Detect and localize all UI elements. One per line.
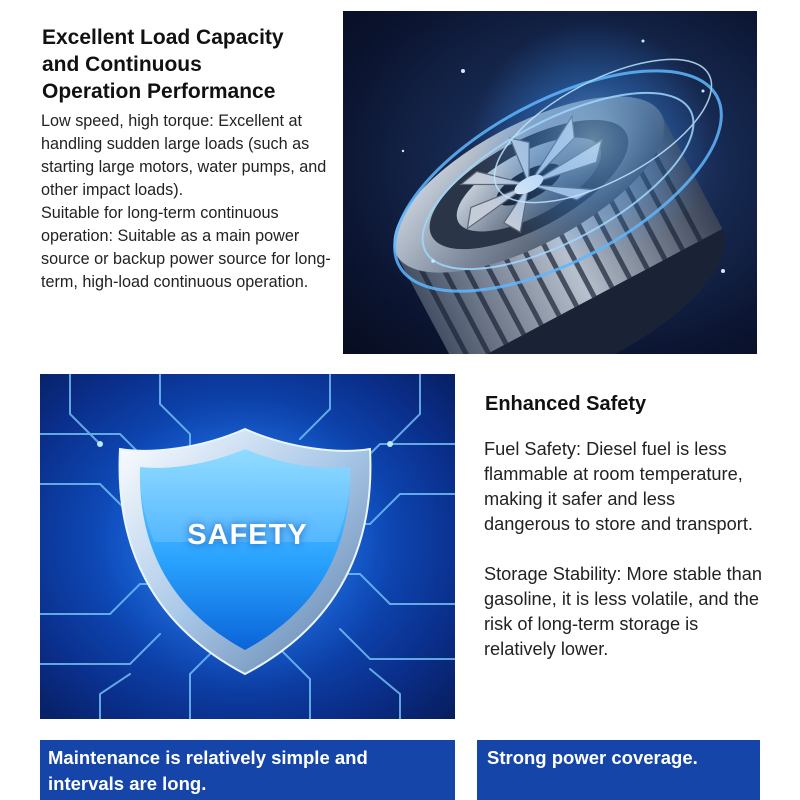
enhanced-safety-description: [484, 437, 764, 662]
maintenance-banner: Maintenance is relatively simple and intervals are long.: [40, 740, 455, 800]
load-capacity-heading: [42, 24, 332, 105]
motor-graphic: [343, 11, 757, 354]
motor-illustration: [343, 11, 757, 354]
load-capacity-paragraph: Low speed, high torque: Excellent at handling sudden large loads (such as starting large motors, water pumps, and other impact loads).: [41, 112, 327, 199]
continuous-operation-paragraph: Suitable for long-term continuous operation: Suitable as a main power source or backup power source for long-term, high-load continuous operation.: [41, 204, 331, 291]
power-coverage-banner: Strong power coverage.: [477, 740, 760, 800]
safety-label: SAFETY: [187, 519, 308, 551]
storage-stability-paragraph: Storage Stability: More stable than gasoline, it is less volatile, and the risk of long-term storage is relatively lower.: [484, 564, 763, 659]
heading-line: Operation Performance: [42, 80, 276, 103]
heading-line: Excellent Load Capacity: [42, 26, 284, 49]
fuel-safety-paragraph: Fuel Safety: Diesel fuel is less flammable at room temperature, making it safer and less dangerous to store and transport.: [484, 439, 753, 534]
heading-line: and Continuous: [42, 53, 202, 76]
enhanced-safety-heading: Enhanced Safety: [485, 393, 647, 415]
load-capacity-description: [41, 110, 341, 294]
safety-illustration: [40, 374, 455, 719]
